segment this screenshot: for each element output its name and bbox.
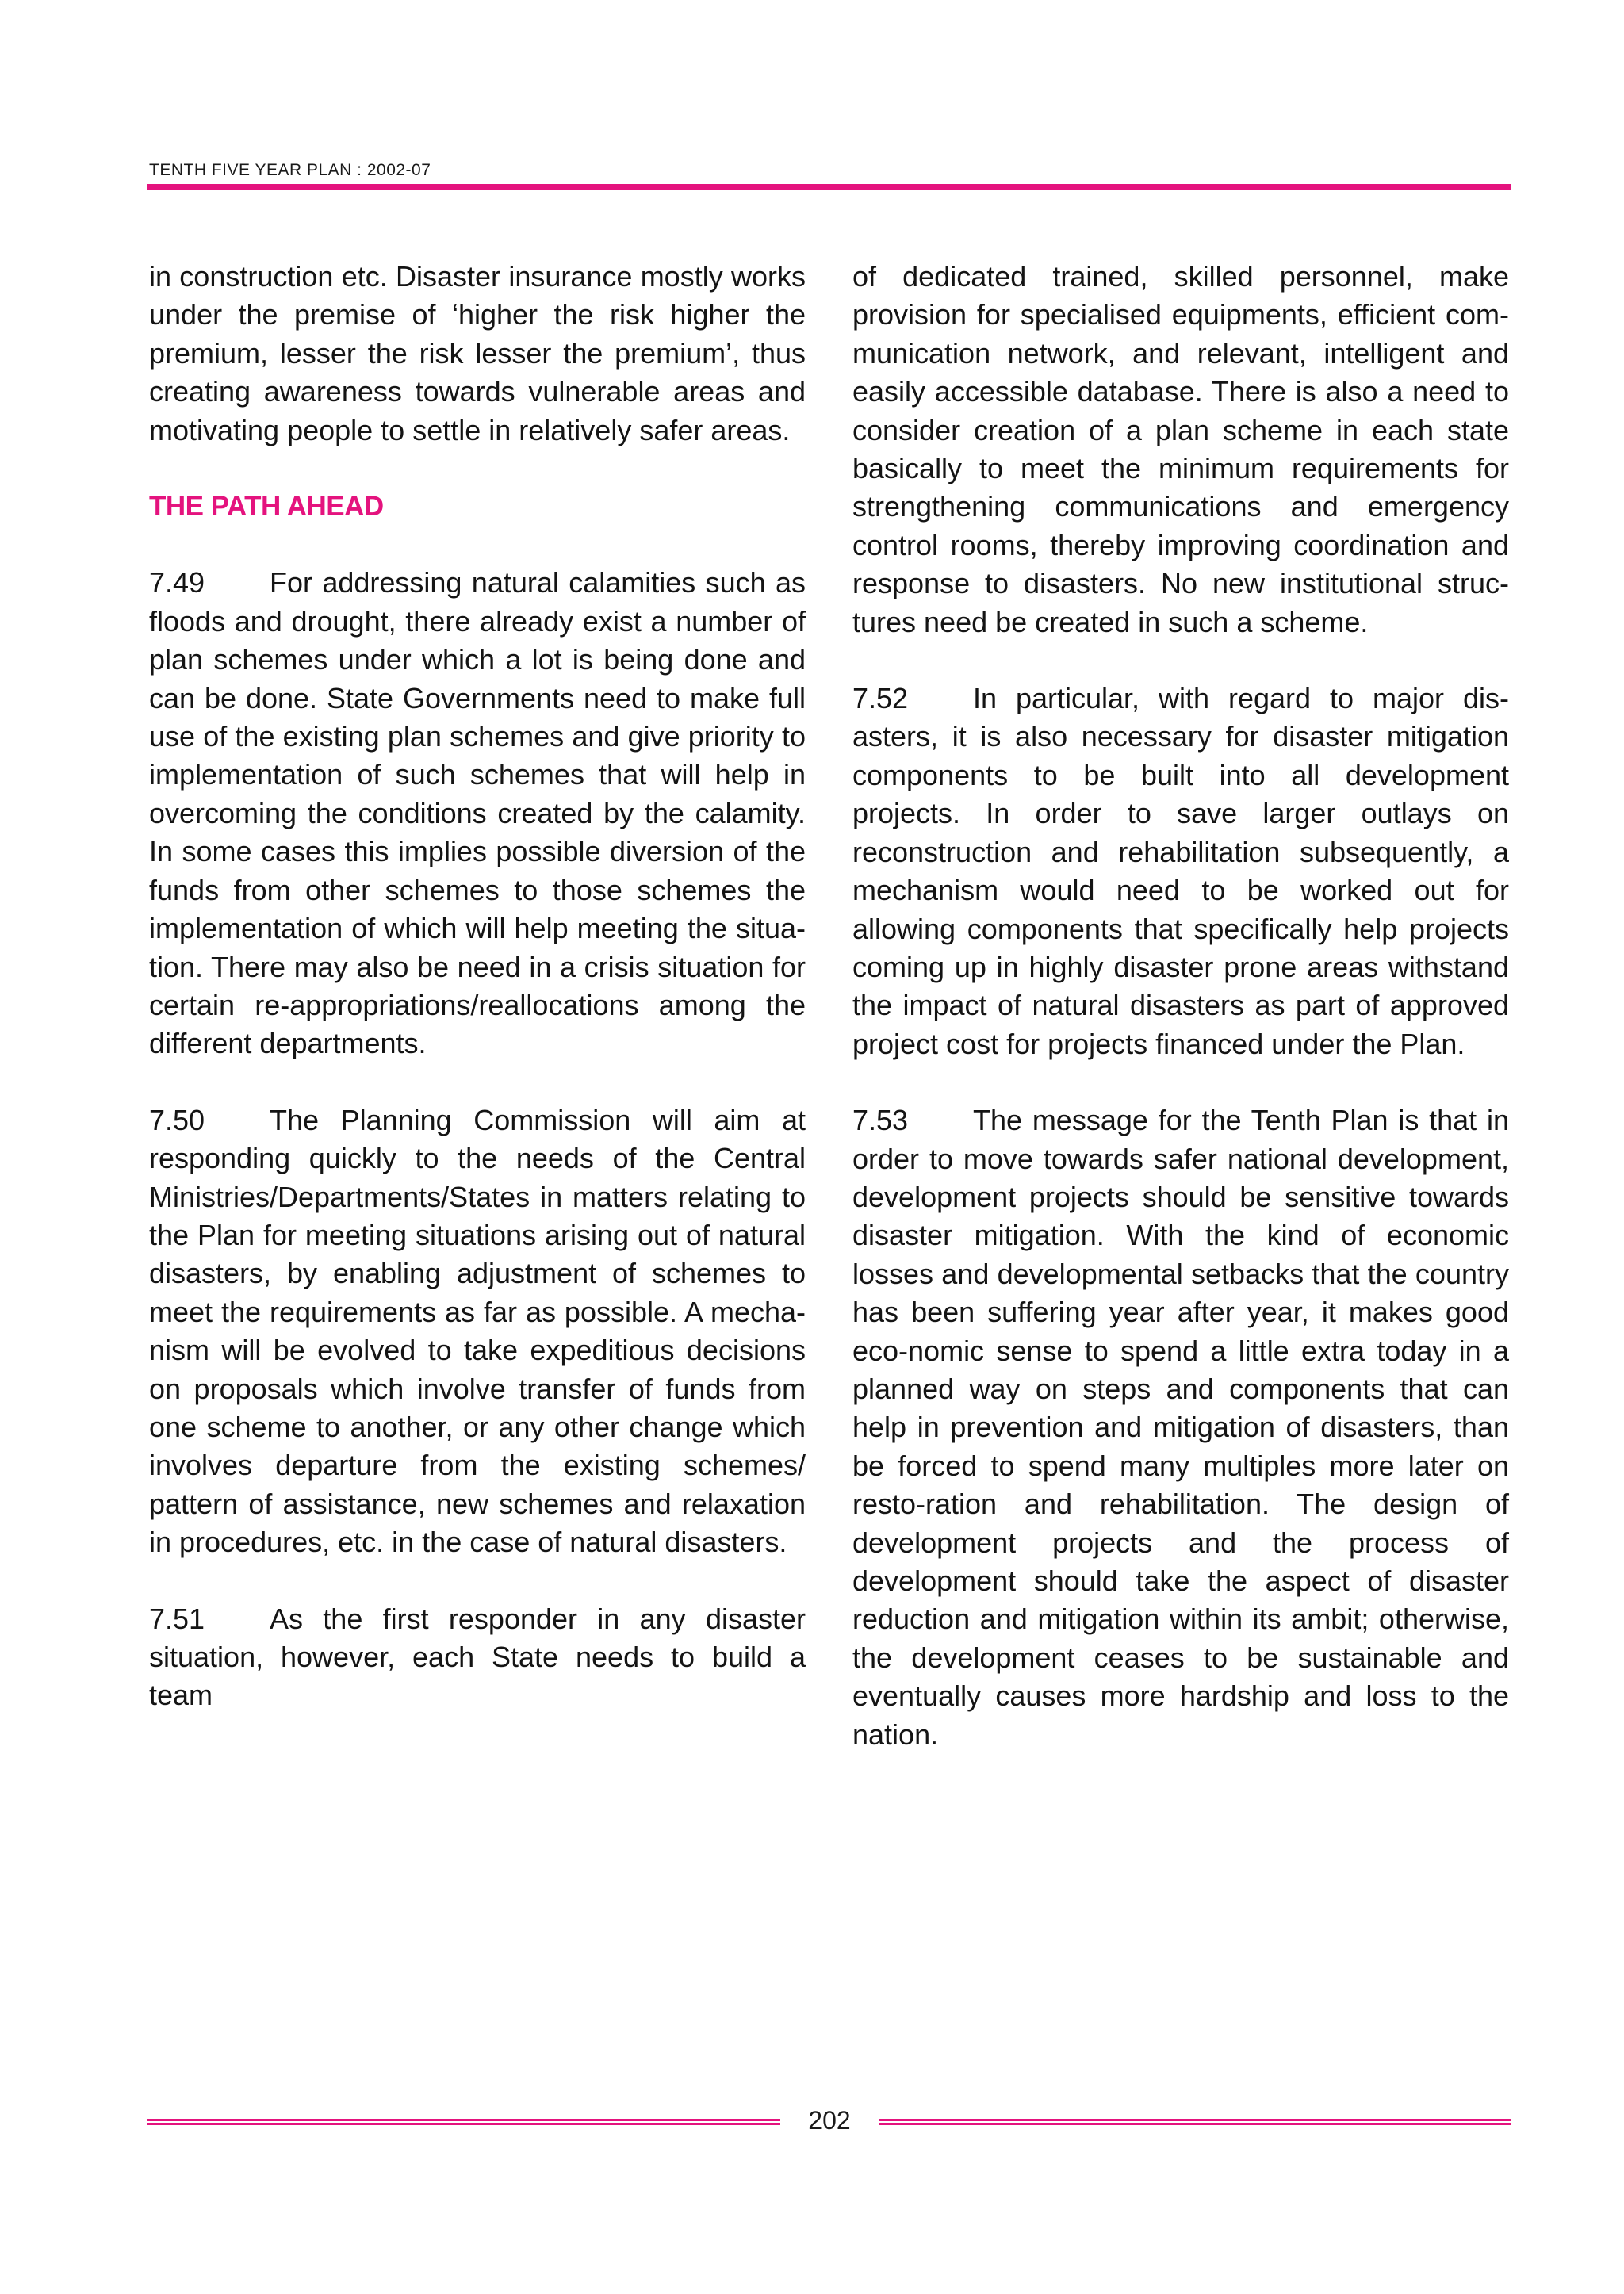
paragraph-7-51: [149, 1600, 806, 1715]
paragraph-number: 7.53: [852, 1104, 909, 1137]
paragraph-7-52: [852, 680, 1509, 1063]
running-header: TENTH FIVE YEAR PLAN : 2002-07: [149, 161, 431, 179]
continuation-paragraph: in construction etc. Disaster insurance mostly works under the premise of ‘higher the risk higher the premium, lesser the risk lesser the premium’, thus creating awareness towards vulnerable areas and motivating people to settle in relatively safer areas.: [149, 260, 806, 446]
header-rule: [147, 184, 1511, 190]
left-column: [149, 258, 806, 1715]
footer-rule-right: [879, 2119, 1511, 2125]
paragraph-text: For addressing natural calamities such as floods and drought, there already exist a number of plan schemes under which a lot is being done and can be done. State Governments need to make full use of the existing plan schemes and give priority to implementation of such schemes that will help in overcoming the conditions created by the calamity. In some cases this implies possible diversion of the funds from other schemes to those schemes the implementation of which will help meeting the situa-tion. There may also be need in a crisis situation for certain re-appropriations/reallocations among the different departments.: [149, 566, 806, 1060]
section-heading: THE PATH AHEAD: [149, 491, 384, 523]
paragraph-text: The message for the Tenth Plan is that in order to move towards safer national development, development projects should be sensitive towards disaster mitigation. With the kind of economic losses and developmental setbacks that the country has been suffering year after year, it makes good eco-nomic sense to spend a little extra today in a planned way on steps and components that can help in prevention and mitigation of disasters, than be forced to spend many multiples more later on resto-ration and rehabilitation. The design of development projects and the process of development should take the aspect of disaster reduction and mitigation within its ambit; otherwise, the development ceases to be sustainable and eventually causes more hardship and loss to the nation.: [852, 1104, 1509, 1751]
paragraph-number: 7.50: [149, 1103, 205, 1136]
paragraph-7-49: [149, 564, 806, 1063]
footer-rule-left: [147, 2119, 780, 2125]
paragraph-number: 7.52: [852, 682, 909, 715]
paragraph-number: 7.49: [149, 566, 205, 599]
paragraph-7-53: [852, 1101, 1509, 1754]
continuation-paragraph: of dedicated trained, skilled personnel, make provision for specialised equipments, efficient com-munication network, and relevant, intelligent and easily accessible database. There is also a need to consider creation of a plan scheme in each state basically to meet the minimum requirements for strengthening communications and emergency control rooms, thereby improving coordination and response to disasters. No new institutional struc-tures need be created in such a scheme.: [852, 260, 1509, 638]
paragraph-7-50: [149, 1101, 806, 1562]
paragraph-text: The Planning Commission will aim at responding quickly to the needs of the Central Ministries/Departments/States in matters relating to the Plan for meeting situations arising out of natural disasters, by enabling adjustment of schemes to meet the requirements as far as possible. A mecha-nism will be evolved to take expeditious decisions on proposals which involve transfer of funds from one scheme to another, or any other change which involves departure from the existing schemes/ pattern of assistance, new schemes and relaxation in procedures, etc. in the case of natural disasters.: [149, 1103, 806, 1559]
page-number: 202: [808, 2106, 851, 2135]
paragraph-text: In particular, with regard to major dis-asters, it is also necessary for disaster mitigation components to be built into all development projects. In order to save larger outlays on reconstruction and rehabilitation subsequently, a mechanism would need to be worked out for allowing components that specifically help projects coming up in highly disaster prone areas withstand the impact of natural disasters as part of approved project cost for projects financed under the Plan.: [852, 682, 1509, 1060]
right-column: [852, 258, 1509, 1754]
paragraph-number: 7.51: [149, 1602, 205, 1635]
paragraph-text: As the first responder in any disaster situation, however, each State needs to build a team: [149, 1602, 806, 1712]
